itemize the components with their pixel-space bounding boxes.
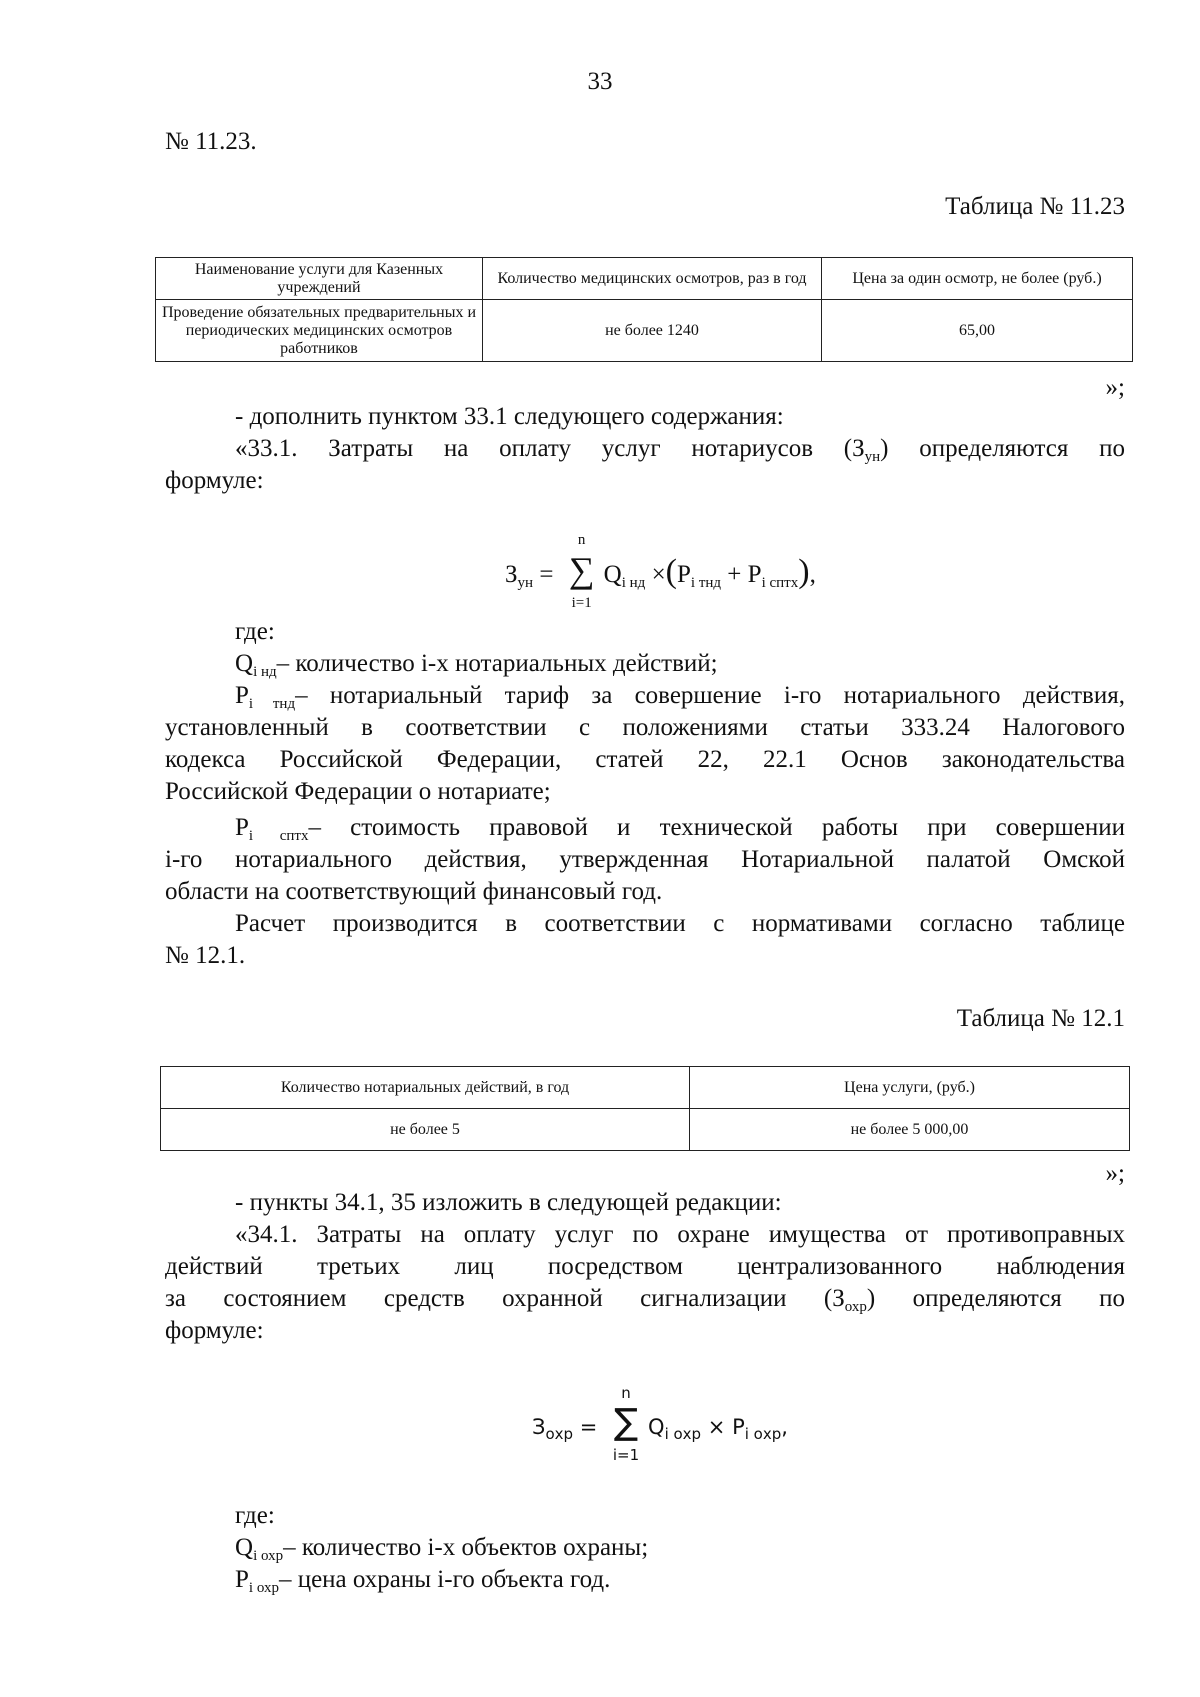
closing-quote: »;: [1105, 374, 1125, 401]
formula-notary-costs: $З_{ун}$ = n ∑ i=1 $Q_{i нд} \times(P_{i тнд} + P_{i сптх})$,: [505, 532, 816, 611]
paragraph-34-1-line: за состоянием средств охранной сигнализации $(З_{охр})$ определяются по: [165, 1285, 1125, 1315]
sum-symbol: n ∑ i=1: [568, 532, 595, 611]
table-header-cell: Наименование услуги для Казенных учреждений: [156, 258, 483, 300]
paragraph-34-1-line: формуле:: [165, 1317, 264, 1344]
formula-security-costs: $З_{охр}$ = n ∑ i=1 $Q_{i охр} \times P_{i охр}$,: [532, 1384, 788, 1464]
calculation-note: Расчет производится в соответствии с нормативами согласно таблице: [235, 910, 1125, 937]
paragraph-33-1-line: «33.1. Затраты на оплату услуг нотариусов $(З_{ун})$ определяются по: [235, 435, 1125, 465]
table-row: [156, 300, 1133, 362]
table-cell: не более 5: [161, 1109, 690, 1151]
table-12-1-caption: Таблица № 12.1: [956, 1005, 1125, 1032]
table-cell: 65,00: [822, 300, 1133, 362]
paragraph-34-1-line: «34.1. Затраты на оплату услуг по охране имущества от противоправных: [235, 1221, 1125, 1248]
page-number: 33: [587, 68, 613, 95]
definition-p-work-cost-line: i-го нотариального действия, утвержденная Нотариальной палатой Омской: [165, 846, 1125, 873]
amendment-intro-33-1: - дополнить пунктом 33.1 следующего содержания:: [235, 403, 784, 430]
table-cell: не более 5 000,00: [690, 1109, 1130, 1151]
where-label: где:: [235, 618, 275, 645]
table-12-1: [160, 1066, 1130, 1151]
table-header-cell: Цена за один осмотр, не более (руб.): [822, 258, 1133, 300]
sum-symbol: n ∑ i=1: [612, 1384, 640, 1464]
paragraph-34-1-line: действий третьих лиц посредством централизованного наблюдения: [165, 1253, 1125, 1280]
definition-p-tariff-line: кодекса Российской Федерации, статей 22, 22.1 Основ законодательства: [165, 746, 1125, 773]
definition-p-work-cost: $P_{i сптх}-$ стоимость правовой и технической работы при совершении: [235, 814, 1125, 844]
table-row: [161, 1109, 1130, 1151]
closing-quote: »;: [1105, 1160, 1125, 1187]
table-11-23: [155, 257, 1133, 362]
definition-p-tariff-line: Российской Федерации о нотариате;: [165, 778, 551, 805]
table-header-cell: Количество нотариальных действий, в год: [161, 1067, 690, 1109]
table-header-row: [161, 1067, 1130, 1109]
table-header-row: [156, 258, 1133, 300]
table-cell: не более 1240: [483, 300, 822, 362]
amendment-intro-34-1: - пункты 34.1, 35 изложить в следующей редакции:: [235, 1189, 782, 1216]
paragraph-33-1-line: формуле:: [165, 467, 264, 494]
table-cell: Проведение обязательных предварительных и периодических медицинских осмотров работников: [156, 300, 483, 362]
definition-p-tariff-line: установленный в соответствии с положениями статьи 333.24 Налогового: [165, 714, 1125, 741]
table-header-cell: Количество медицинских осмотров, раз в год: [483, 258, 822, 300]
table-header-cell: Цена услуги, (руб.): [690, 1067, 1130, 1109]
definition-p-security: $P_{i охр}-$ цена охраны i-го объекта год.: [235, 1566, 611, 1596]
definition-p-work-cost-line: области на соответствующий финансовый год.: [165, 878, 663, 905]
where-label: где:: [235, 1502, 275, 1529]
definition-q-notary: $Q_{i нд}-$ количество i-х нотариальных действий;: [235, 650, 718, 680]
calculation-note-line: № 12.1.: [165, 942, 246, 969]
previous-table-reference: № 11.23.: [165, 128, 257, 155]
table-11-23-caption: Таблица № 11.23: [945, 193, 1125, 220]
definition-p-tariff: $P_{i тнд}-$ нотариальный тариф за совершение i-го нотариального действия,: [235, 682, 1125, 712]
definition-q-security: $Q_{i охр}-$ количество i-х объектов охраны;: [235, 1534, 649, 1564]
